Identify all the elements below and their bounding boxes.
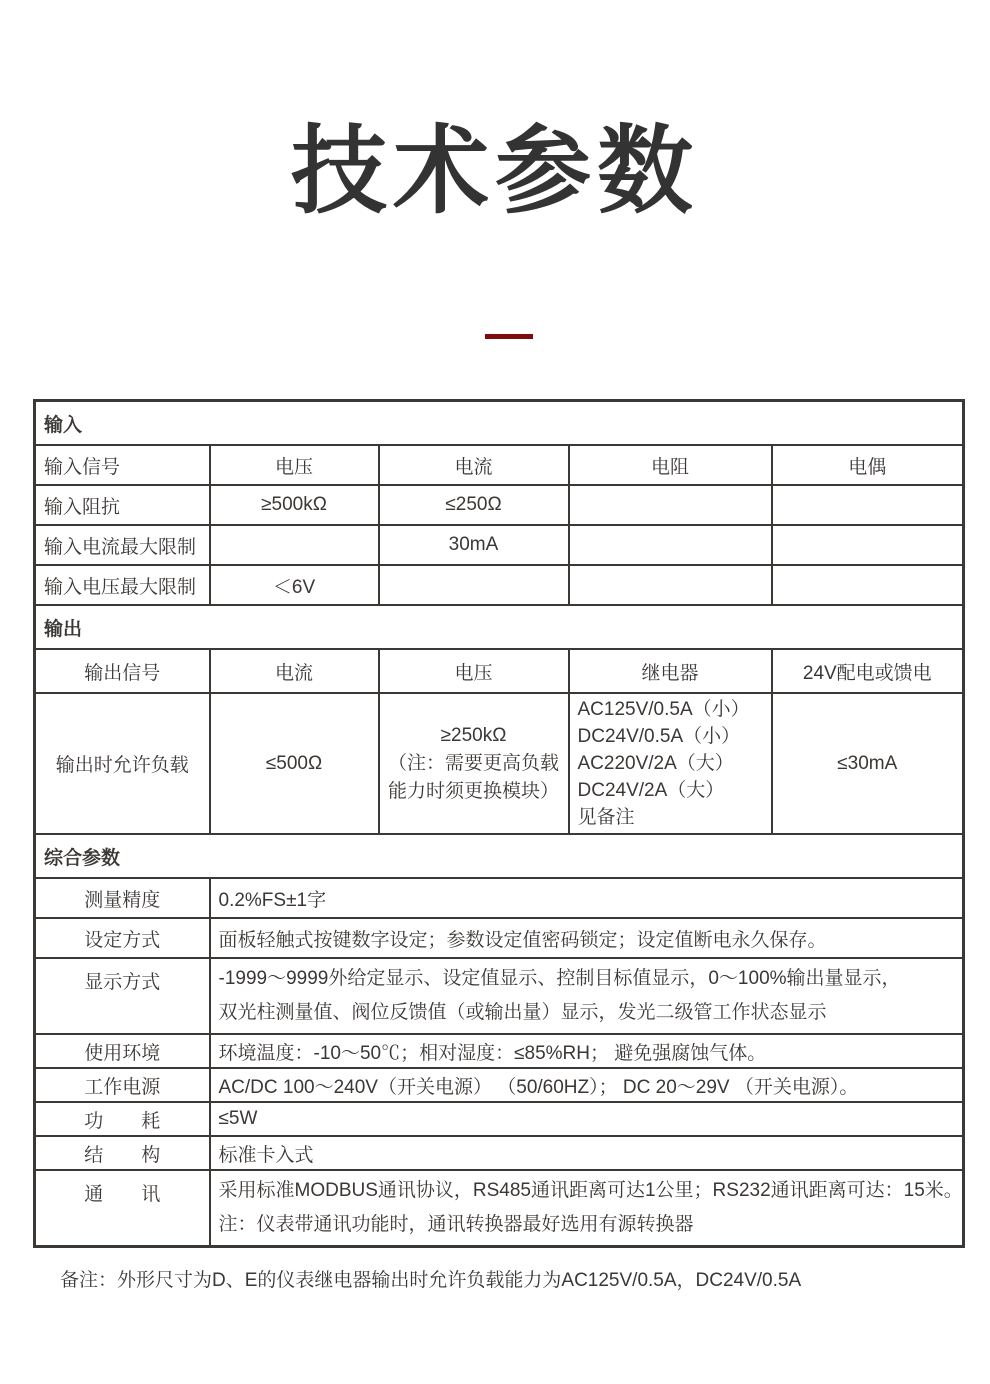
input-max-current-resistance: [569, 525, 772, 565]
setting-method-label: 设定方式: [35, 918, 210, 958]
input-impedance-label: 输入阻抗: [35, 485, 210, 525]
power-supply-label: 工作电源: [35, 1068, 210, 1102]
spec-sheet-page: [0, 112, 990, 1384]
table-row-accuracy: [35, 878, 964, 918]
output-load-label: 输出时允许负载: [35, 693, 210, 834]
power-supply-value: AC/DC 100～240V（开关电源） （50/60HZ）； DC 20～29V （开关电源）。: [210, 1068, 964, 1102]
output-signal-current: 电流: [210, 649, 379, 693]
output-load-feed: ≤30mA: [772, 693, 964, 834]
table-row-output-load: [35, 693, 964, 834]
display-mode-line: 双光柱测量值、阀位反馈值（或输出量）显示，发光二级管工作状态显示: [218, 1002, 827, 1023]
display-mode-value: [210, 958, 964, 1034]
output-signal-relay: 继电器: [569, 649, 772, 693]
input-impedance-thermocouple: [772, 485, 964, 525]
table-row-communication: [35, 1170, 964, 1247]
general-section-header: 综合参数: [35, 834, 964, 878]
input-max-voltage-label: 输入电压最大限制: [35, 565, 210, 605]
input-max-current-thermocouple: [772, 525, 964, 565]
table-row-input-header: [35, 401, 964, 446]
output-signal-feed: 24V配电或馈电: [772, 649, 964, 693]
output-load-relay-line: AC220V/2A（大）: [577, 753, 734, 774]
output-load-current: ≤500Ω: [210, 693, 379, 834]
input-signal-resistance: 电阻: [569, 445, 772, 485]
input-impedance-resistance: [569, 485, 772, 525]
table-row-general-header: [35, 834, 964, 878]
communication-value: [210, 1170, 964, 1247]
output-load-voltage-line: ≥250kΩ: [440, 724, 507, 746]
input-max-current-label: 输入电流最大限制: [35, 525, 210, 565]
input-max-voltage-resistance: [569, 565, 772, 605]
input-signal-thermocouple: 电偶: [772, 445, 964, 485]
input-max-voltage-current: [379, 565, 569, 605]
accuracy-label: 测量精度: [35, 878, 210, 918]
communication-line: 采用标准MODBUS通讯协议，RS485通讯距离可达1公里；RS232通讯距离可达：15米。: [218, 1180, 963, 1201]
output-load-voltage-line: 能力时须更换模块）: [387, 780, 559, 802]
table-row-input-max-current: [35, 525, 964, 565]
input-max-current-voltage: [210, 525, 379, 565]
input-signal-label: 输入信号: [35, 445, 210, 485]
structure-value: 标准卡入式: [210, 1136, 964, 1170]
display-mode-line: -1999～9999外给定显示、设定值显示、控制目标值显示，0～100%输出量显示，: [218, 968, 901, 989]
power-consumption-label: 功 耗: [35, 1102, 210, 1136]
table-row-environment: [35, 1034, 964, 1068]
input-signal-voltage: 电压: [210, 445, 379, 485]
output-load-relay-line: AC125V/0.5A（小）: [577, 699, 750, 720]
table-row-display-mode: [35, 958, 964, 1034]
output-load-relay-line: DC24V/0.5A（小）: [577, 726, 741, 747]
output-signal-label: 输出信号: [35, 649, 210, 693]
output-section-header: 输出: [35, 605, 964, 649]
table-row-power-supply: [35, 1068, 964, 1102]
structure-label: 结 构: [35, 1136, 210, 1170]
input-impedance-voltage: ≥500kΩ: [210, 485, 379, 525]
communication-label: 通 讯: [35, 1170, 210, 1247]
output-signal-voltage: 电压: [379, 649, 569, 693]
accuracy-value: 0.2%FS±1字: [210, 878, 964, 918]
input-max-current-current: 30mA: [379, 525, 569, 565]
table-row-setting-method: [35, 918, 964, 958]
input-max-voltage-voltage: ＜6V: [210, 565, 379, 605]
table-row-structure: [35, 1136, 964, 1170]
input-max-voltage-thermocouple: [772, 565, 964, 605]
title-divider: [485, 334, 533, 339]
table-row-input-signal: [35, 445, 964, 485]
power-consumption-value: ≤5W: [210, 1102, 964, 1136]
output-load-voltage-line: （注：需要更高负载: [387, 752, 559, 774]
table-row-output-header: [35, 605, 964, 649]
output-load-relay: [569, 693, 772, 834]
page-title: 技术参数: [291, 118, 699, 225]
setting-method-value: 面板轻触式按键数字设定；参数设定值密码锁定；设定值断电永久保存。: [210, 918, 964, 958]
input-impedance-current: ≤250Ω: [379, 485, 569, 525]
table-row-power-consumption: [35, 1102, 964, 1136]
input-section-header: 输入: [35, 401, 964, 446]
communication-line: 注：仪表带通讯功能时，通讯转换器最好选用有源转换器: [218, 1214, 694, 1235]
output-load-relay-line: DC24V/2A（大）: [577, 780, 725, 801]
output-load-relay-line: 见备注: [577, 807, 635, 828]
footnote: 备注：外形尺寸为D、E的仪表继电器输出时允许负载能力为AC125V/0.5A，DC24V/0.5A: [60, 1270, 802, 1291]
environment-value: 环境温度：-10～50℃；相对湿度：≤85%RH； 避免强腐蚀气体。: [210, 1034, 964, 1068]
table-row-output-signal: [35, 649, 964, 693]
table-row-input-impedance: [35, 485, 964, 525]
spec-table: [33, 399, 965, 1248]
display-mode-label: 显示方式: [35, 958, 210, 1034]
table-row-input-max-voltage: [35, 565, 964, 605]
input-signal-current: 电流: [379, 445, 569, 485]
environment-label: 使用环境: [35, 1034, 210, 1068]
output-load-voltage: [379, 693, 569, 834]
